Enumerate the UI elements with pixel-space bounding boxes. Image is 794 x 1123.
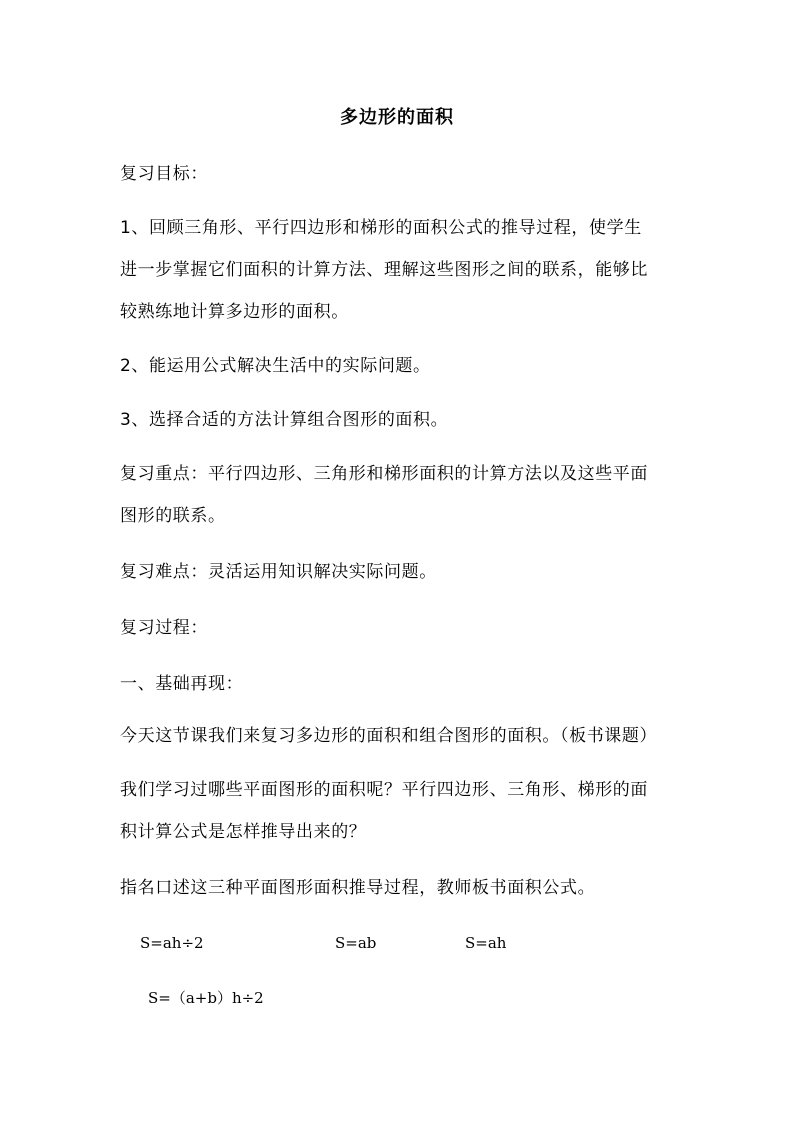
section-1-heading: 一、基础再现： [120, 674, 244, 694]
formula-parallelogram-ah: S=ah [465, 934, 507, 952]
question-line-1: 我们学习过哪些平面图形的面积呢？平行四边形、三角形、梯形的面 [120, 780, 648, 800]
goal-1-line-2: 进一步掌握它们面积的计算方法、理解这些图形之间的联系，能够比 [120, 260, 648, 280]
formula-parallelogram-ab: S=ab [335, 934, 377, 952]
formula-triangle: S=ah÷2 [140, 934, 204, 952]
goal-3: 3、选择合适的方法计算组合图形的面积。 [120, 410, 449, 430]
review-difficulty: 复习难点：灵活运用知识解决实际问题。 [120, 562, 437, 582]
document-title: 多边形的面积 [340, 107, 454, 128]
goal-1-line-1: 1、回顾三角形、平行四边形和梯形的面积公式的推导过程，使学生 [120, 218, 642, 238]
goal-2: 2、能运用公式解决生活中的实际问题。 [120, 356, 431, 376]
question-line-2: 积计算公式是怎样推导出来的？ [120, 822, 367, 842]
paragraph-intro: 今天这节课我们来复习多边形的面积和组合图形的面积。（板书课题） [120, 726, 658, 746]
instruction-line: 指名口述这三种平面图形面积推导过程，教师板书面积公式。 [120, 878, 596, 898]
goal-1-line-3: 较熟练地计算多边形的面积。 [120, 302, 349, 322]
formula-trapezoid: S=（a+b）h÷2 [148, 989, 264, 1007]
review-process-heading: 复习过程： [120, 618, 208, 638]
review-focus-line-2: 图形的联系。 [120, 506, 226, 526]
review-focus-line-1: 复习重点：平行四边形、三角形和梯形面积的计算方法以及这些平面 [120, 464, 648, 484]
review-goals-heading: 复习目标： [120, 164, 208, 184]
